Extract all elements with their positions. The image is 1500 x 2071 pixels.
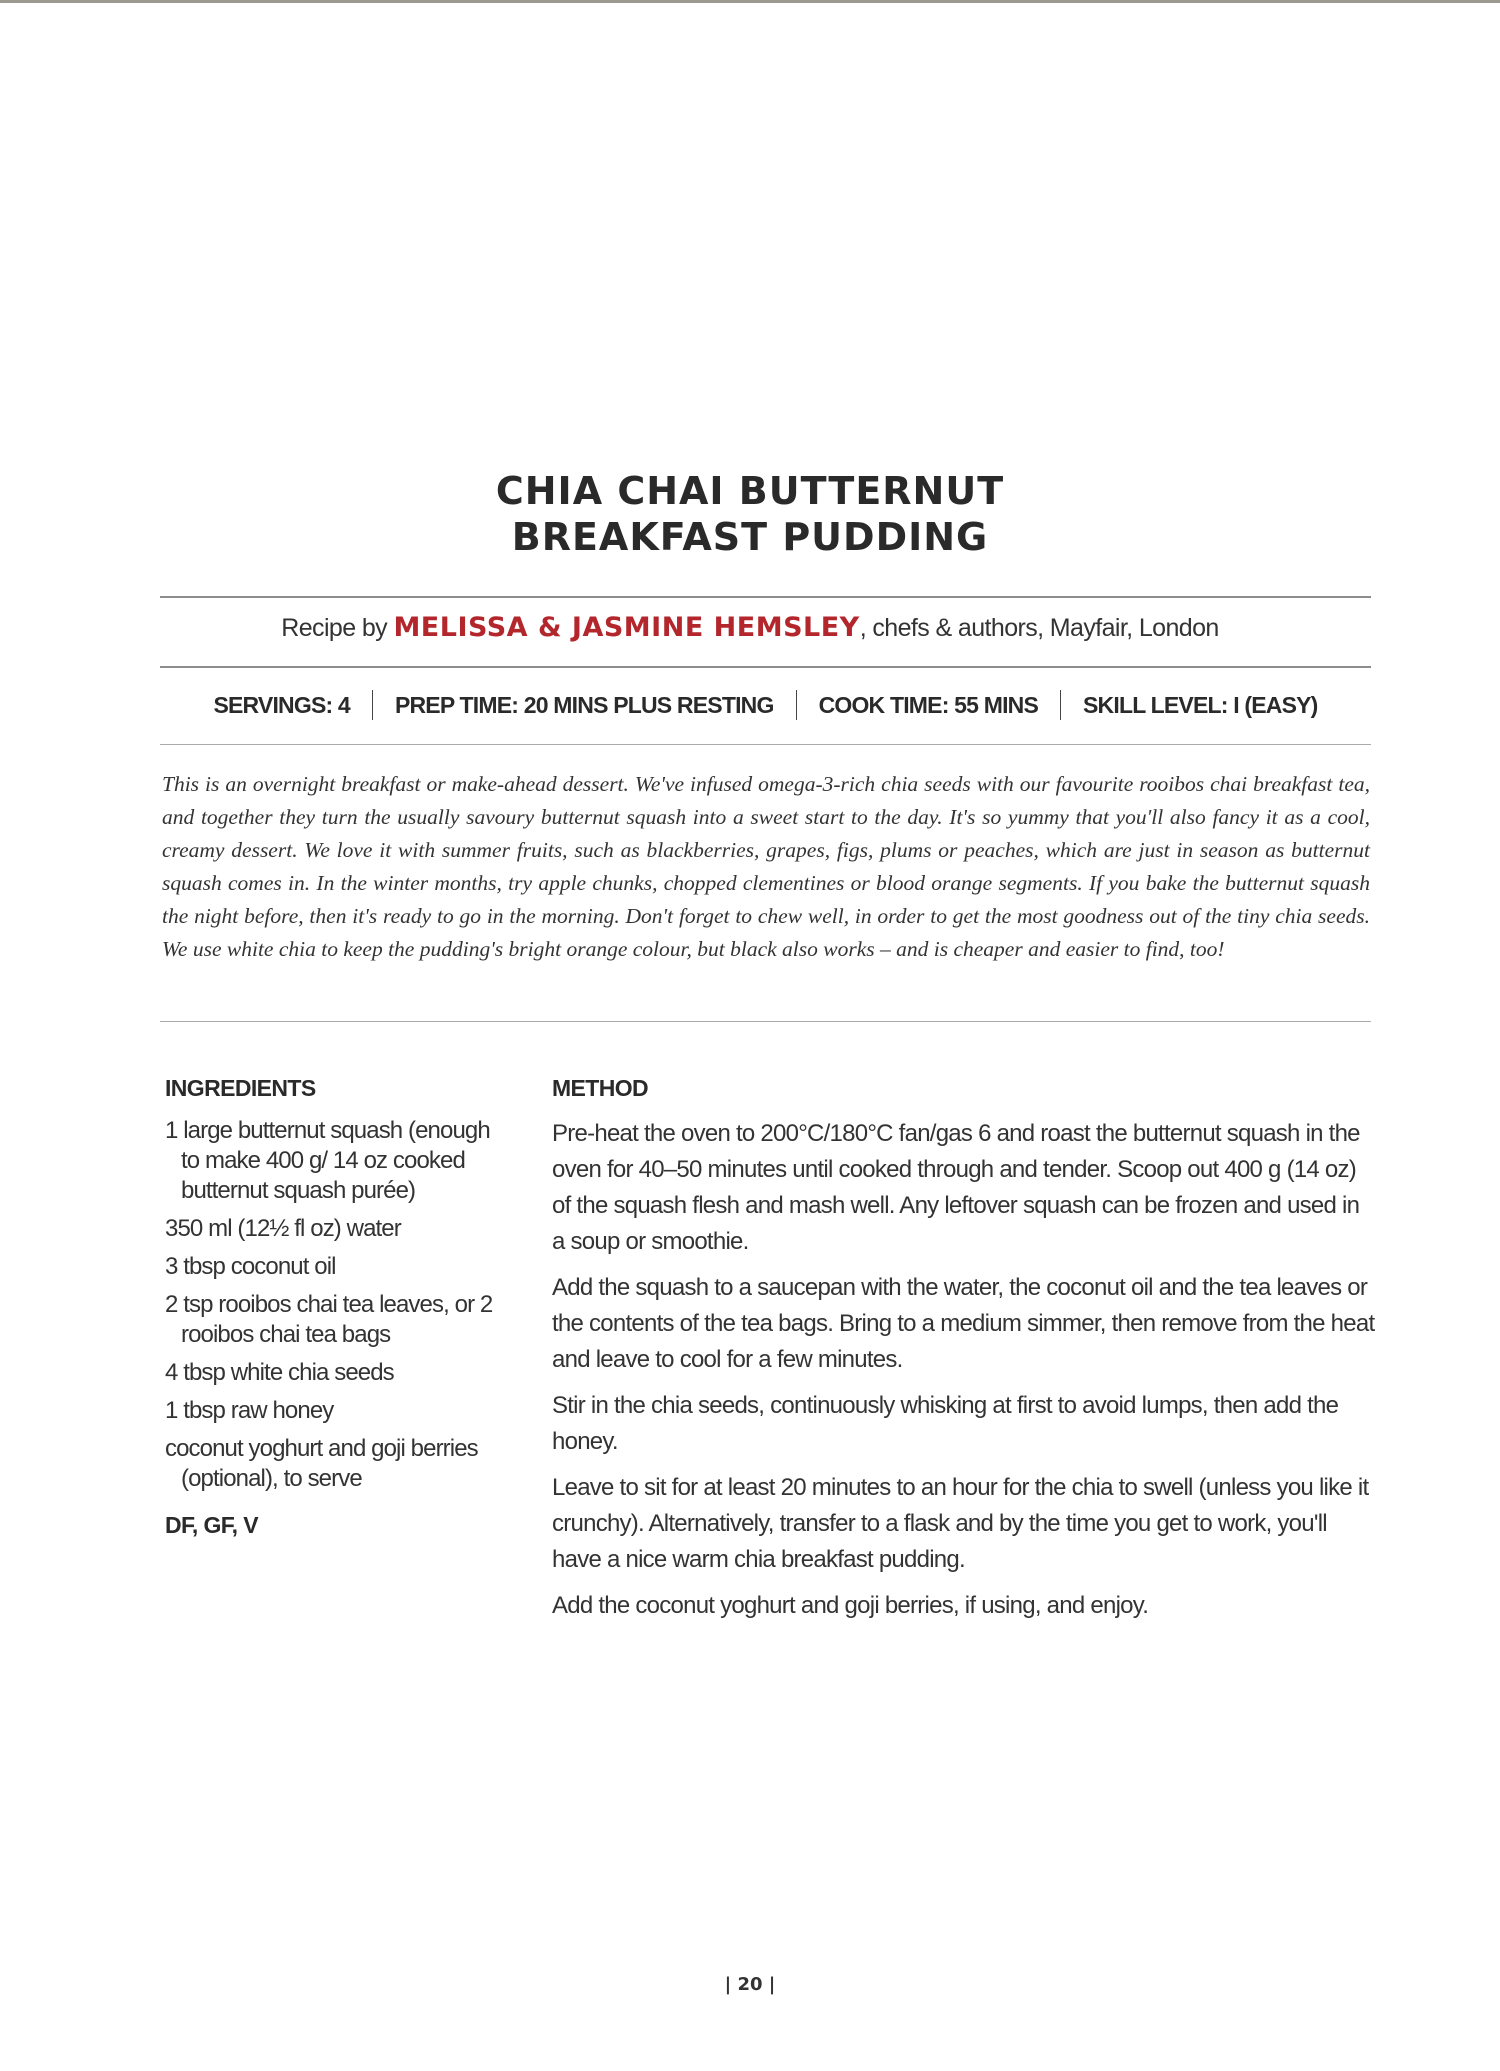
- author-name: MELISSA & JASMINE HEMSLEY: [393, 612, 860, 643]
- byline: [0, 612, 1500, 643]
- skill-level: SKILL LEVEL: I (EASY): [1083, 691, 1318, 718]
- servings: SERVINGS: 4: [213, 691, 350, 718]
- ingredient-item: 350 ml (12½ fl oz) water: [165, 1215, 401, 1242]
- method-section: [552, 1075, 1376, 1624]
- ingredient-item: 1 large butternut squash (enough to make 400 g/ 14 oz cooked butternut squash purée): [165, 1117, 490, 1204]
- recipe-title: [0, 468, 1500, 560]
- ingredients-heading: INGREDIENTS: [165, 1075, 316, 1101]
- prep-time: PREP TIME: 20 MINS PLUS RESTING: [394, 691, 774, 718]
- ingredient-item: 2 tsp rooibos chai tea leaves, or 2 rooibos chai tea bags: [165, 1291, 493, 1348]
- method-step: Add the coconut yoghurt and goji berries, if using, and enjoy.: [552, 1592, 1149, 1619]
- divider: [160, 744, 1371, 745]
- method-step: Stir in the chia seeds, continuously whisking at first to avoid lumps, then add the honey.: [552, 1392, 1339, 1455]
- ingredient-item: coconut yoghurt and goji berries (optional), to serve: [165, 1435, 478, 1492]
- title-line: CHIA CHAI BUTTERNUT: [495, 469, 1005, 513]
- byline-prefix: Recipe by: [281, 614, 388, 642]
- page-number: | 20 |: [724, 1974, 776, 1995]
- ingredients-list: [165, 1116, 495, 1494]
- method-heading: METHOD: [552, 1075, 649, 1101]
- ingredient-item: 4 tbsp white chia seeds: [165, 1359, 394, 1386]
- byline-suffix: , chefs & authors, Mayfair, London: [859, 614, 1219, 642]
- intro-paragraph: This is an overnight breakfast or make-ahead dessert. We've infused omega-3-rich chia seeds with our favourite rooibos chai breakfast tea, and together they turn the usually savoury butternut squash into a sweet start to the day. It's so yummy that you'll also fancy it as a cool, creamy dessert. We love it with summer fruits, such as blackberries, grapes, figs, plums or peaches, which are just in season as butternut squash comes in. In the winter months, try apple chunks, chopped clementines or blood orange segments. If you bake the butternut squash the night before, then it's ready to go in the morning. Don't forget to chew well, in order to get the most goodness out of the tiny chia seeds. We use white chia to keep the pudding's bright orange colour, but black also works – and is cheaper and easier to find, too!: [162, 772, 1370, 961]
- separator: [1060, 690, 1061, 720]
- cook-time: COOK TIME: 55 MINS: [818, 691, 1039, 718]
- scan-edge: [0, 0, 1500, 3]
- divider: [160, 1021, 1371, 1022]
- divider: [160, 666, 1371, 668]
- separator: [796, 690, 797, 720]
- title-line: BREAKFAST PUDDING: [511, 515, 989, 559]
- ingredient-item: 3 tbsp coconut oil: [165, 1253, 336, 1280]
- method-step: Leave to sit for at least 20 minutes to an hour for the chia to swell (unless you like it crunchy). Alternatively, transfer to a flask and by the time you get to work, you'll have a nice warm chia breakfast pudding.: [552, 1474, 1369, 1573]
- recipe-stats: [160, 690, 1371, 720]
- method-step: Pre-heat the oven to 200°C/180°C fan/gas 6 and roast the butternut squash in the oven for 40–50 minutes until cooked through and tender. Scoop out 400 g (14 oz) of the squash flesh and mash well. Any leftover squash can be frozen and used in a soup or smoothie.: [552, 1120, 1360, 1255]
- separator: [372, 690, 373, 720]
- method-step: Add the squash to a saucepan with the water, the coconut oil and the tea leaves or the contents of the tea bags. Bring to a medium simmer, then remove from the heat and leave to cool for a few minutes.: [552, 1274, 1375, 1373]
- dietary-labels: DF, GF, V: [165, 1512, 259, 1538]
- ingredient-item: 1 tbsp raw honey: [165, 1397, 334, 1424]
- ingredients-section: [165, 1075, 495, 1539]
- divider: [160, 596, 1371, 598]
